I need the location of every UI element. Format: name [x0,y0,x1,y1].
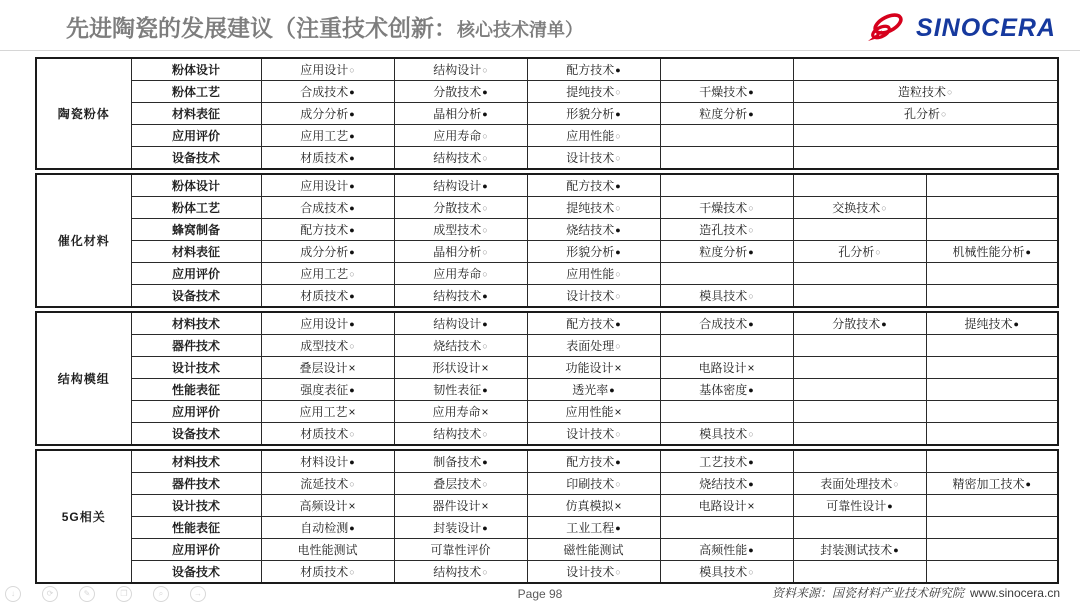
tech-cell: 材料设计● [261,450,394,473]
tech-cell [793,379,926,401]
tech-cell: 晶相分析○ [394,241,527,263]
forward-circle-icon[interactable]: → [190,586,206,602]
filled-dot-mark: ● [748,247,754,257]
open-circle-mark: ○ [615,131,621,141]
tech-cell: 精密加工技术● [926,473,1058,495]
table-row [36,219,1058,241]
open-circle-mark: ○ [615,153,621,163]
tech-cell: 封装设计● [394,517,527,539]
table-row [36,423,1058,446]
tech-cell: 干燥技术○ [660,197,793,219]
open-circle-mark: ○ [748,225,754,235]
page-title-main: 先进陶瓷的发展建议（注重技术创新： [66,15,457,41]
category-cell: 材料表征 [131,103,261,125]
table-row [36,495,1058,517]
tech-cell: 可靠性设计● [793,495,926,517]
tech-cell: 合成技术● [261,81,394,103]
open-circle-mark: ○ [615,567,621,577]
x-mark: × [481,499,489,513]
filled-dot-mark: ● [349,181,355,191]
open-circle-mark: ○ [615,341,621,351]
table-row [36,125,1058,147]
x-mark: × [614,405,622,419]
tech-cell: 形状设计× [394,357,527,379]
open-circle-mark: ○ [893,479,899,489]
tech-cell [793,423,926,446]
tech-cell: 可靠性评价 [394,539,527,561]
category-cell: 器件技术 [131,473,261,495]
tech-cell: 模具技术○ [660,423,793,446]
tech-cell: 电性能测试 [261,539,394,561]
filled-dot-mark: ● [615,457,621,467]
x-mark: × [348,361,356,375]
tech-cell: 功能设计× [527,357,660,379]
open-circle-mark: ○ [748,429,754,439]
tech-cell: 配方技术● [527,58,660,81]
open-circle-mark: ○ [349,341,355,351]
tech-cell: 设计技术○ [527,147,660,170]
filled-dot-mark: ● [349,385,355,395]
group-table-structural-modules [35,311,1059,446]
tech-cell: 叠层设计× [261,357,394,379]
tech-cell: 孔分析○ [793,241,926,263]
table-row [36,379,1058,401]
tech-cell [793,401,926,423]
category-cell: 粉体设计 [131,174,261,197]
sinocera-logo-text: SINOCERA [916,14,1056,42]
open-circle-mark: ○ [615,87,621,97]
category-cell: 设备技术 [131,147,261,170]
filled-dot-mark: ● [349,457,355,467]
open-circle-mark: ○ [349,65,355,75]
tech-cell [793,263,926,285]
tech-cell: 自动检测● [261,517,394,539]
table-row [36,312,1058,335]
tech-cell: 设计技术○ [527,561,660,584]
open-circle-mark: ○ [349,567,355,577]
tech-cell: 叠层技术○ [394,473,527,495]
filled-dot-mark: ● [748,457,754,467]
tech-cell: 电路设计× [660,495,793,517]
tech-cell: 结构技术○ [394,423,527,446]
category-cell: 应用评价 [131,539,261,561]
group-label-cell: 5G相关 [36,450,131,583]
tech-cell: 应用工艺○ [261,263,394,285]
filled-dot-mark: ● [615,181,621,191]
tech-cell: 分散技术○ [394,197,527,219]
x-mark: × [747,361,755,375]
category-cell: 粉体工艺 [131,197,261,219]
tech-cell: 烧结技术● [660,473,793,495]
table-row [36,174,1058,197]
tech-cell: 粒度分析● [660,103,793,125]
tech-cell: 磁性能测试 [527,539,660,561]
filled-dot-mark: ● [1013,319,1019,329]
open-circle-mark: ○ [615,479,621,489]
group-table-catalytic-materials [35,173,1059,308]
open-circle-mark: ○ [941,109,947,119]
category-cell: 粉体工艺 [131,81,261,103]
tech-cell: 应用寿命× [394,401,527,423]
tech-cell: 晶相分析● [394,103,527,125]
table-row [36,517,1058,539]
tech-cell: 流延技术○ [261,473,394,495]
table-row [36,103,1058,125]
category-cell: 设备技术 [131,561,261,584]
open-circle-mark: ○ [349,269,355,279]
tech-cell: 造粒技术○ [793,81,1058,103]
open-circle-mark: ○ [482,65,488,75]
x-mark: × [348,405,356,419]
tech-cell [926,263,1058,285]
edit-circle-icon[interactable]: ✎ [79,586,95,602]
tech-cell [660,335,793,357]
filled-dot-mark: ● [349,203,355,213]
tech-cell: 合成技术● [660,312,793,335]
filled-dot-mark: ● [349,225,355,235]
open-circle-mark: ○ [482,341,488,351]
open-circle-mark: ○ [615,429,621,439]
filled-dot-mark: ● [349,523,355,533]
tech-cell: 提纯技术● [926,312,1058,335]
tech-cell: 应用寿命○ [394,125,527,147]
tech-cell: 模具技术○ [660,561,793,584]
filled-dot-mark: ● [615,247,621,257]
category-cell: 蜂窝制备 [131,219,261,241]
tech-cell: 应用工艺× [261,401,394,423]
tech-cell [926,517,1058,539]
filled-dot-mark: ● [482,109,488,119]
tech-cell: 分散技术● [793,312,926,335]
tech-cell [793,450,926,473]
tech-cell [793,335,926,357]
tech-cell [926,561,1058,584]
category-cell: 应用评价 [131,401,261,423]
tech-cell: 透光率● [527,379,660,401]
tech-cell [793,125,1058,147]
tech-cell [793,357,926,379]
filled-dot-mark: ● [748,385,754,395]
filled-dot-mark: ● [349,87,355,97]
filled-dot-mark: ● [482,319,488,329]
tech-cell: 配方技术● [527,450,660,473]
table-row [36,401,1058,423]
filled-dot-mark: ● [615,65,621,75]
tech-cell [660,517,793,539]
tech-cell: 烧结技术● [527,219,660,241]
filled-dot-mark: ● [881,319,887,329]
filled-dot-mark: ● [893,545,899,555]
tech-cell: 提纯技术○ [527,81,660,103]
filled-dot-mark: ● [615,319,621,329]
open-circle-mark: ○ [482,567,488,577]
table-row [36,357,1058,379]
tech-cell: 孔分析○ [793,103,1058,125]
tech-cell: 表面处理○ [527,335,660,357]
tech-cell: 应用工艺● [261,125,394,147]
filled-dot-mark: ● [748,545,754,555]
tech-cell [660,174,793,197]
tech-cell: 材质技术○ [261,423,394,446]
group-label-cell: 陶瓷粉体 [36,58,131,169]
open-circle-mark: ○ [482,479,488,489]
tech-cell: 应用性能○ [527,263,660,285]
table-row [36,473,1058,495]
tech-cell: 粒度分析● [660,241,793,263]
category-cell: 设备技术 [131,285,261,308]
download-circle-icon[interactable]: ↓ [5,586,21,602]
table-row [36,58,1058,81]
tech-cell: 应用设计● [261,312,394,335]
copy-circle-icon[interactable]: ❐ [116,586,132,602]
open-circle-mark: ○ [482,247,488,257]
category-cell: 材料表征 [131,241,261,263]
table-row [36,241,1058,263]
open-circle-mark: ○ [482,269,488,279]
category-cell: 材料技术 [131,312,261,335]
tech-cell: 封装测试技术● [793,539,926,561]
open-circle-mark: ○ [881,203,887,213]
tech-cell [926,379,1058,401]
open-circle-mark: ○ [615,291,621,301]
category-cell: 应用评价 [131,263,261,285]
tech-cell: 干燥技术● [660,81,793,103]
tech-cell: 应用寿命○ [394,263,527,285]
tech-cell: 器件设计× [394,495,527,517]
tech-cell: 成分分析● [261,103,394,125]
x-mark: × [481,405,489,419]
group-label-cell: 催化材料 [36,174,131,307]
filled-dot-mark: ● [482,457,488,467]
x-mark: × [614,361,622,375]
tech-cell: 交换技术○ [793,197,926,219]
filled-dot-mark: ● [349,247,355,257]
tech-cell: 结构技术○ [394,147,527,170]
tech-cell: 工艺技术● [660,450,793,473]
tech-cell: 材质技术○ [261,561,394,584]
tech-cell [926,197,1058,219]
filled-dot-mark: ● [748,87,754,97]
tech-cell: 形貌分析● [527,103,660,125]
tech-cell: 高频性能● [660,539,793,561]
x-mark: × [614,499,622,513]
tech-cell [793,58,1058,81]
tech-cell [660,401,793,423]
open-circle-mark: ○ [482,153,488,163]
tech-cell [926,539,1058,561]
tech-cell: 应用性能× [527,401,660,423]
page-title-sub: 核心技术清单） [457,20,583,40]
tech-cell [926,357,1058,379]
table-row [36,335,1058,357]
tech-cell: 韧性表征● [394,379,527,401]
tech-cell [660,58,793,81]
open-circle-mark: ○ [748,567,754,577]
open-circle-mark: ○ [482,203,488,213]
tech-cell: 材质技术● [261,285,394,308]
tech-cell: 高频设计× [261,495,394,517]
filled-dot-mark: ● [349,291,355,301]
filled-dot-mark: ● [1025,247,1031,257]
tech-cell [793,517,926,539]
table-row [36,450,1058,473]
tech-cell [793,174,926,197]
table-row [36,81,1058,103]
filled-dot-mark: ● [349,131,355,141]
tech-cell [926,401,1058,423]
filled-dot-mark: ● [748,479,754,489]
filled-dot-mark: ● [349,109,355,119]
tech-cell [926,423,1058,446]
tech-cell: 设计技术○ [527,285,660,308]
tech-cell: 电路设计× [660,357,793,379]
tech-cell: 结构设计○ [394,58,527,81]
tech-cell: 形貌分析● [527,241,660,263]
tech-cell [926,495,1058,517]
tech-cell: 印刷技术○ [527,473,660,495]
page-title [66,10,583,43]
group-table-5g-related [35,449,1059,584]
page-number: Page 98 [517,587,563,601]
tech-cell: 结构设计● [394,174,527,197]
tech-cell [660,125,793,147]
tech-cell: 应用设计● [261,174,394,197]
category-cell: 应用评价 [131,125,261,147]
category-cell: 设计技术 [131,357,261,379]
source-text: 资料来源：国瓷材料产业技术研究院 [771,586,964,600]
tech-cell: 分散技术● [394,81,527,103]
tech-cell: 结构技术○ [394,561,527,584]
open-circle-mark: ○ [349,429,355,439]
category-cell: 器件技术 [131,335,261,357]
filled-dot-mark: ● [349,153,355,163]
tech-cell: 配方技术● [527,174,660,197]
open-circle-mark: ○ [947,87,953,97]
filled-dot-mark: ● [748,319,754,329]
source-url: www.sinocera.cn [969,586,1060,600]
category-cell: 设计技术 [131,495,261,517]
tech-cell: 结构设计● [394,312,527,335]
table-row [36,197,1058,219]
table-row [36,147,1058,170]
category-cell: 材料技术 [131,450,261,473]
open-circle-mark: ○ [875,247,881,257]
tech-cell [793,285,926,308]
tech-cell: 烧结技术○ [394,335,527,357]
tech-cell: 设计技术○ [527,423,660,446]
filled-dot-mark: ● [349,319,355,329]
filled-dot-mark: ● [615,109,621,119]
tech-cell: 材质技术● [261,147,394,170]
category-cell: 性能表征 [131,379,261,401]
tech-cell [926,450,1058,473]
filled-dot-mark: ● [482,523,488,533]
tech-cell [926,219,1058,241]
filled-dot-mark: ● [887,501,893,511]
x-mark: × [348,499,356,513]
tech-cell: 成型技术○ [394,219,527,241]
x-mark: × [747,499,755,513]
sinocera-logo [866,8,1056,49]
table-row [36,263,1058,285]
filled-dot-mark: ● [482,181,488,191]
slide-header [0,0,1080,51]
filled-dot-mark: ● [748,109,754,119]
tech-cell: 结构技术● [394,285,527,308]
group-label-cell: 结构模组 [36,312,131,445]
tech-cell [660,147,793,170]
open-circle-mark: ○ [615,203,621,213]
tech-cell [926,285,1058,308]
group-table-ceramic-powder [35,57,1059,170]
open-circle-mark: ○ [748,203,754,213]
search-circle-icon[interactable]: ⌕ [153,586,169,602]
refresh-circle-icon[interactable]: ⟳ [42,586,58,602]
tech-cell [926,174,1058,197]
tech-cell: 制备技术● [394,450,527,473]
table-row [36,561,1058,584]
tech-cell [660,263,793,285]
tech-cell: 工业工程● [527,517,660,539]
filled-dot-mark: ● [609,385,615,395]
source-note [772,584,1060,601]
tech-cell: 成型技术○ [261,335,394,357]
tech-cell: 机械性能分析● [926,241,1058,263]
tech-cell [793,147,1058,170]
tech-cell: 模具技术○ [660,285,793,308]
tech-cell: 应用设计○ [261,58,394,81]
slide-footer [0,582,1080,608]
tech-cell: 强度表征● [261,379,394,401]
open-circle-mark: ○ [349,479,355,489]
open-circle-mark: ○ [482,225,488,235]
filled-dot-mark: ● [615,225,621,235]
tech-cell: 配方技术● [261,219,394,241]
tech-cell: 仿真模拟× [527,495,660,517]
x-mark: × [481,361,489,375]
category-cell: 设备技术 [131,423,261,446]
sinocera-logo-mark-icon [866,8,908,49]
tech-cell: 提纯技术○ [527,197,660,219]
category-cell: 性能表征 [131,517,261,539]
filled-dot-mark: ● [615,523,621,533]
filled-dot-mark: ● [482,291,488,301]
tech-cell: 成分分析● [261,241,394,263]
filled-dot-mark: ● [482,385,488,395]
tech-cell: 表面处理技术○ [793,473,926,495]
core-technology-tables [35,57,1057,587]
filled-dot-mark: ● [482,87,488,97]
filled-dot-mark: ● [1025,479,1031,489]
tech-cell [926,335,1058,357]
tech-cell: 配方技术● [527,312,660,335]
table-row [36,285,1058,308]
category-cell: 粉体设计 [131,58,261,81]
table-row [36,539,1058,561]
tech-cell: 合成技术● [261,197,394,219]
tech-cell: 造孔技术○ [660,219,793,241]
tech-cell [793,561,926,584]
open-circle-mark: ○ [482,429,488,439]
open-circle-mark: ○ [615,269,621,279]
tech-cell [793,219,926,241]
open-circle-mark: ○ [748,291,754,301]
tech-cell: 应用性能○ [527,125,660,147]
open-circle-mark: ○ [482,131,488,141]
tech-cell: 基体密度● [660,379,793,401]
